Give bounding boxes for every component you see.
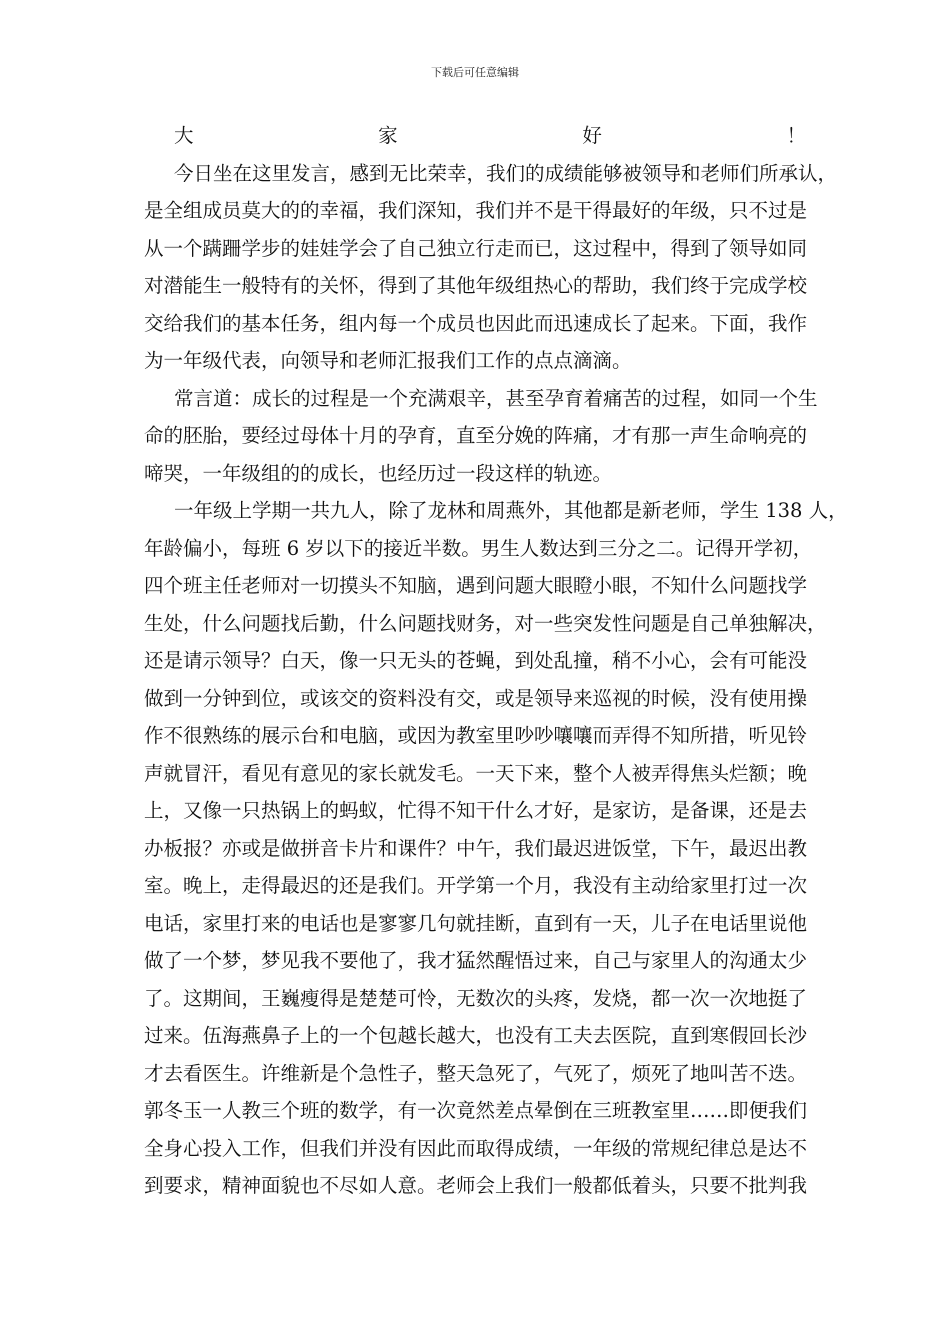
paragraph-line: 年龄偏小，每班 6 岁以下的接近半数。男生人数达到三分之二。记得开学初，: [144, 536, 813, 560]
paragraph-line: 生处，什么问题找后勤，什么问题找财务，对一些突发性问题是自己单独解决，: [144, 611, 827, 635]
paragraph-line: 对潜能生一般特有的关怀，得到了其他年级组热心的帮助，我们终于完成学校: [144, 274, 808, 297]
paragraph-line: 声就冒汗，看见有意见的家长就发毛。一天下来，整个人被弄得焦头烂额；晚: [144, 761, 808, 785]
paragraph-line: 郭冬玉一人教三个班的数学，有一次竟然差点晕倒在三班教室里……即便我们: [144, 1099, 808, 1122]
paragraph-line: 是全组成员莫大的的幸福，我们深知，我们并不是干得最好的年级，只不过是: [144, 199, 808, 222]
paragraph-line: 做了一个梦，梦见我不要他了，我才猛然醒悟过来，自己与家里人的沟通太少: [144, 949, 808, 972]
paragraph-line: 啼哭，一年级组的的成长，也经历过一段这样的轨迹。: [144, 461, 613, 485]
paragraph-line: 命的胚胎，要经过母体十月的孕育，直至分娩的阵痛，才有那一声生命响亮的: [144, 424, 808, 447]
paragraph-line: 全身心投入工作，但我们并没有因此而取得成绩，一年级的常规纪律总是达不: [144, 1136, 808, 1160]
paragraph-line: 交给我们的基本任务，组内每一个成员也因此而迅速成长了起来。下面，我作: [144, 311, 808, 335]
paragraph-line: 一年级上学期一共九人，除了龙林和周燕外，其他都是新老师，学生 138 人，: [174, 499, 848, 522]
paragraph-line: 从一个蹒跚学步的娃娃学会了自己独立行走而已，这过程中，得到了领导如同: [144, 236, 808, 260]
paragraph-line: 常言道：成长的过程是一个充满艰辛，甚至孕育着痛苦的过程，如同一个生: [174, 386, 818, 410]
paragraph-line: 上，又像一只热锅上的蚂蚁，忙得不知干什么才好，是家访，是备课，还是去: [144, 799, 808, 822]
paragraph-line: 过来。伍海燕鼻子上的一个包越长越大，也没有工夫去医院，直到寒假回长沙: [144, 1024, 808, 1047]
paragraph-line: 电话，家里打来的电话也是寥寥几句就挂断，直到有一天，儿子在电话里说他: [144, 911, 808, 935]
paragraph-line: 作不很熟练的展示台和电脑，或因为教室里吵吵嚷嚷而弄得不知所措，听见铃: [144, 724, 808, 747]
paragraph-line: 今日坐在这里发言，感到无比荣幸，我们的成绩能够被领导和老师们所承认，: [174, 161, 838, 185]
document-body: [144, 117, 848, 1205]
paragraph-line: 办板报？亦或是做拼音卡片和课件？中午，我们最迟进饭堂，下午，最迟出教: [144, 836, 808, 860]
paragraph-line: 到要求，精神面貌也不尽如人意。老师会上我们一般都低着头，只要不批判我: [144, 1174, 808, 1197]
page-header: 下载后可任意编辑: [431, 66, 519, 79]
paragraph-line: 四个班主任老师对一切摸头不知脑，遇到问题大眼瞪小眼，不知什么问题找学: [144, 574, 808, 597]
paragraph-line: 才去看医生。许维新是个急性子，整天急死了，气死了，烦死了地叫苦不迭。: [144, 1061, 808, 1085]
paragraph-line: 做到一分钟到位，或该交的资料没有交，或是领导来巡视的时候，没有使用操: [144, 686, 808, 710]
greeting-line: 大家好！: [174, 124, 806, 147]
paragraph-line: 为一年级代表，向领导和老师汇报我们工作的点点滴滴。: [144, 349, 632, 372]
paragraph-line: 了。这期间，王巍瘦得是楚楚可怜，无数次的头疼，发烧，都一次一次地挺了: [144, 986, 808, 1010]
paragraph-line: 室。晚上，走得最迟的还是我们。开学第一个月，我没有主动给家里打过一次: [144, 874, 808, 897]
paragraph-line: 还是请示领导？白天，像一只无头的苍蝇，到处乱撞，稍不小心，会有可能没: [144, 649, 808, 672]
